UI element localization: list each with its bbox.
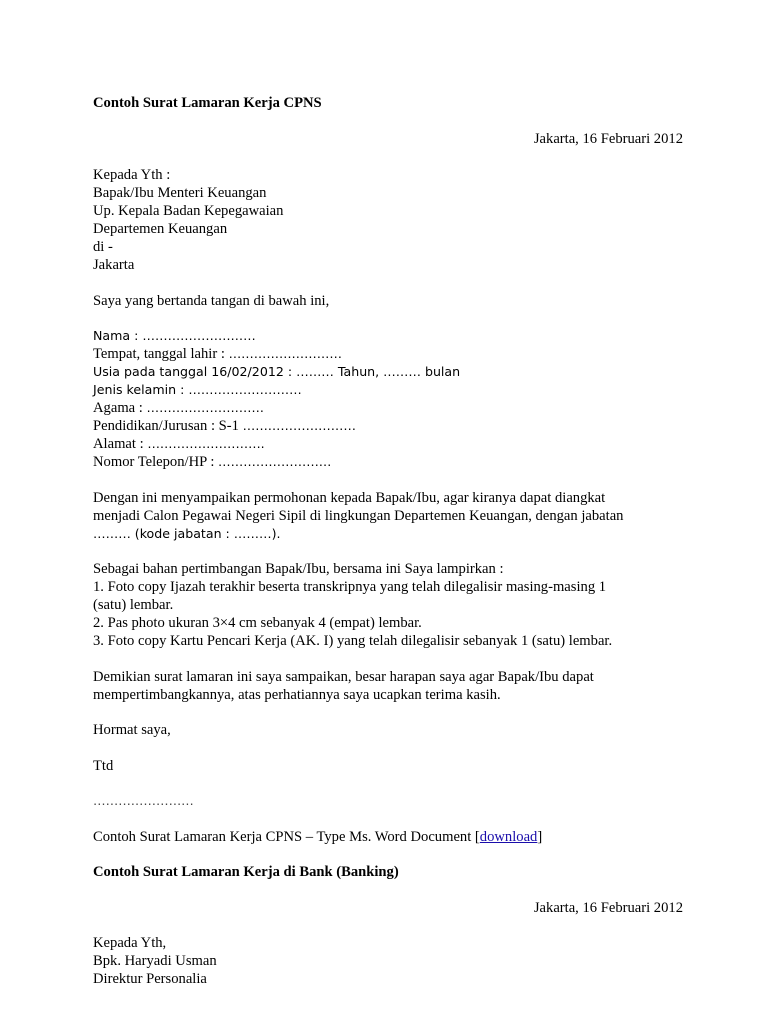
field-value: ……………………… [142,328,256,343]
field-pendidikan [93,417,683,435]
address-line: Up. Kepala Badan Kepegawaian [93,203,284,219]
paragraph-line: ……… (kode jabatan : ………). [93,525,281,541]
field-nama [93,327,683,345]
field-value: ……………………… [228,346,342,361]
download-close: ] [537,828,543,845]
field-value: ……………………… [218,454,332,469]
signature: Ttd [93,757,114,774]
paragraph-line: mempertimbangkannya, atas perhatiannya saya ucapkan terima kasih. [93,686,501,703]
field-usia [93,363,683,381]
paragraph-line: Demikian surat lamaran ini saya sampaikan, besar harapan saya agar Bapak/Ibu dapat [93,668,594,685]
document-page [93,94,683,988]
address-line: Bpk. Haryadi Usman [93,953,217,969]
field-jenis-kelamin [93,381,683,399]
field-label: Jenis kelamin : [93,382,189,397]
address-line: di - [93,239,113,255]
field-telepon [93,453,683,471]
field-label: Nomor Telepon/HP : [93,454,219,470]
list-item: 2. Pas photo ukuran 3×4 cm sebanyak 4 (empat) lembar. [93,615,422,631]
download-text: Contoh Surat Lamaran Kerja CPNS – Type Ms. Word Document [ [93,828,480,845]
field-value: ……………………… [188,382,302,397]
personal-fields [93,327,683,471]
field-alamat [93,435,683,453]
letter2-address [93,934,683,988]
list-item: 1. Foto copy Ijazah terakhir beserta transkripnya yang telah dilegalisir masing-masing 1 [93,579,607,595]
request-paragraph [93,489,683,543]
letter1-title: Contoh Surat Lamaran Kerja CPNS [93,95,322,111]
field-label: Agama : [93,400,147,416]
attachments-list [93,560,683,650]
field-value: ……… Tahun, ……… bulan [296,364,461,379]
list-item: (satu) lembar. [93,597,174,613]
field-label: Nama : [93,328,143,343]
download-line [93,828,683,846]
field-label: Alamat : [93,436,148,452]
letter1-address [93,166,683,274]
field-tempat-tanggal-lahir [93,345,683,363]
letter1-opening: Saya yang bertanda tangan di bawah ini, [93,292,330,309]
address-line: Departemen Keuangan [93,221,228,237]
field-label: Tempat, tanggal lahir : [93,346,229,362]
address-line: Kepada Yth : [93,167,171,183]
list-item: 3. Foto copy Kartu Pencari Kerja (AK. I) yang telah dilegalisir sebanyak 1 (satu) lembar. [93,633,613,649]
attachments-intro: Sebagai bahan pertimbangan Bapak/Ibu, bersama ini Saya lampirkan : [93,561,504,577]
letter2-date: Jakarta, 16 Februari 2012 [533,899,683,916]
address-line: Jakarta [93,257,135,273]
regards: Hormat saya, [93,722,171,738]
field-agama [93,399,683,417]
paragraph-line: menjadi Calon Pegawai Negeri Sipil di lingkungan Departemen Keuangan, dengan jabatan [93,507,624,524]
field-label: Usia pada tanggal 16/02/2012 : [93,364,297,379]
download-link[interactable]: download [479,828,538,845]
signature-name-dots: …………………… [93,793,194,808]
field-value: ……………………… [242,418,356,433]
address-line: Kepada Yth, [93,935,167,951]
paragraph-line: Dengan ini menyampaikan permohonan kepada Bapak/Ibu, agar kiranya dapat diangkat [93,489,606,506]
address-line: Direktur Personalia [93,971,207,987]
address-line: Bapak/Ibu Menteri Keuangan [93,185,267,201]
field-value: ………………………. [147,436,265,451]
field-label: Pendidikan/Jurusan : S-1 [93,418,243,434]
closing-paragraph [93,668,683,704]
letter1-date: Jakarta, 16 Februari 2012 [533,131,683,147]
field-value: ………………………. [146,400,264,415]
letter2-title: Contoh Surat Lamaran Kerja di Bank (Banking) [93,864,399,880]
